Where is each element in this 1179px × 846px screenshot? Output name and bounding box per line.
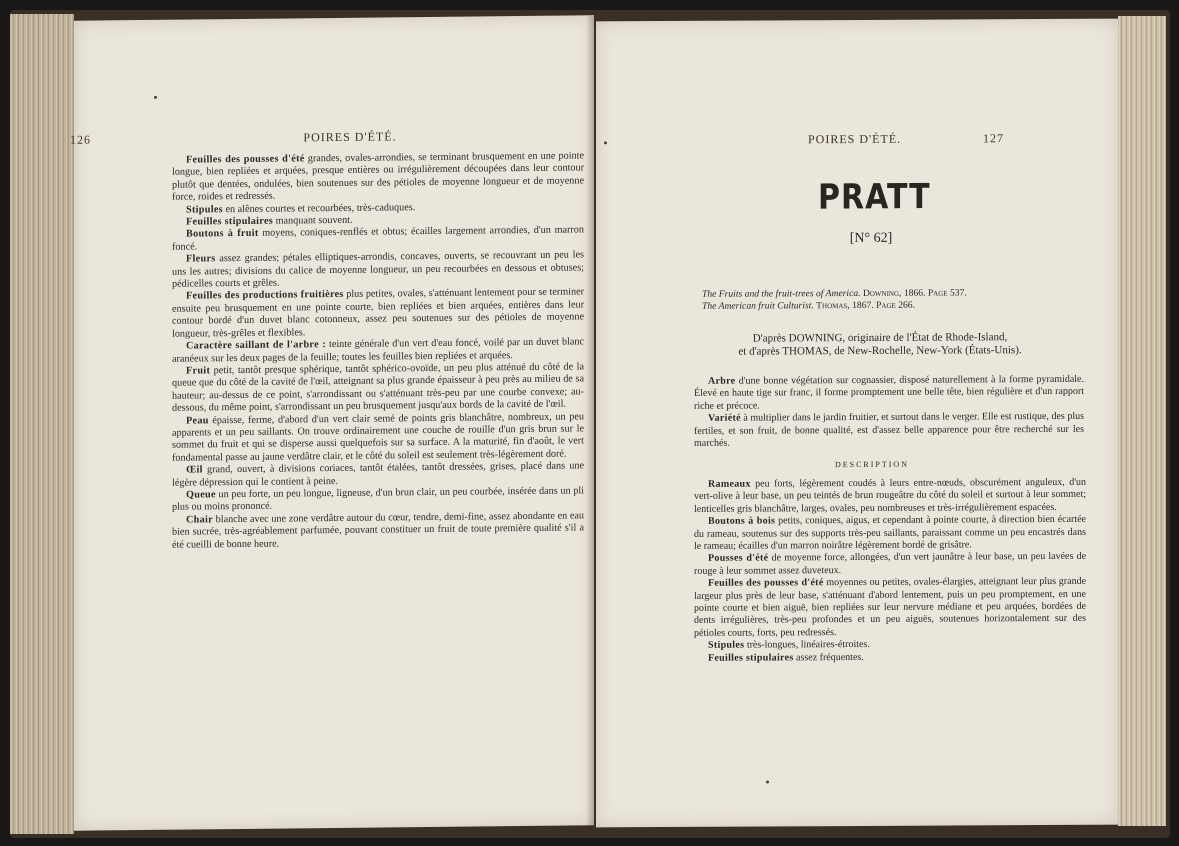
reference-work: The American fruit Culturist. xyxy=(702,300,817,312)
paragraph xyxy=(172,510,584,552)
origin-line-2: et d'après THOMAS, de New-Rochelle, New-York (États-Unis). xyxy=(738,344,1022,358)
paragraph-text: un peu forte, un peu longue, ligneuse, d'un brun clair, un peu courbée, insérée dans un pli plus ou moins prononcé. xyxy=(172,485,584,514)
reference-detail: 1867. Page 266. xyxy=(849,299,915,312)
description-text xyxy=(694,477,1086,665)
reference-author: Downing, xyxy=(862,287,902,299)
paragraph-text: à multiplier dans le jardin fruitier, et surtout dans le verger. Elle est rustique, des plus fertiles, et son fruit, de bonne qualité, est d'assez belle apparence pour être recherché sur les marchés. xyxy=(694,411,1084,449)
right-page xyxy=(596,19,1118,828)
paragraph xyxy=(694,374,1084,413)
paragraph-lead: Boutons à bois xyxy=(708,515,776,527)
left-page xyxy=(70,15,594,830)
paragraph-lead: Variété xyxy=(708,412,741,424)
plate-number: [N° 62] xyxy=(849,230,893,247)
reference-detail: 1866. Page 537. xyxy=(901,287,967,299)
paragraph-lead: Chair xyxy=(186,514,213,526)
paragraph-text: grand, ouvert, à divisions coriaces, tantôt étalées, tantôt dressées, grises, placé dans une légère dépression qui le contient à peine. xyxy=(172,460,584,489)
paragraph xyxy=(694,576,1086,640)
left-page-edges xyxy=(10,14,74,834)
paragraph-lead: Boutons à fruit xyxy=(186,228,259,240)
origin-line-1: D'après DOWNING, originaire de l'État de Rhode-Island, xyxy=(752,331,1008,345)
paragraph-lead: Stipules xyxy=(708,639,745,652)
paragraph-lead: Arbre xyxy=(708,375,736,387)
paragraph-text: épaisse, ferme, d'abord d'un vert clair semé de points gris blanchâtre, nombreux, un peu apparents et un peu saillants. On trouve ordinairement une couche de rouille d'un gris brun sur le sommet du fruit et qui se disperse aussi quelquefois sur sa surface. A la maturité, fin d'août, le vert fondamental passe au jaune verdâtre clair, et le côté du soleil est seulement très-légèrement doré. xyxy=(172,410,584,464)
paragraph xyxy=(694,650,1086,664)
reference-work: The Fruits and the fruit-trees of America. xyxy=(702,287,863,300)
paragraph xyxy=(694,551,1086,578)
origin-statement xyxy=(720,331,1040,359)
left-running-title: POIRES D'ÉTÉ. xyxy=(303,129,397,145)
paragraph-text: très-longues, linéaires-étroites. xyxy=(744,639,870,651)
paragraph xyxy=(694,514,1086,553)
paragraph-text: plus petites, ovales, s'atténuant lentement pour se terminer ensuite peu brusquement en une pointe courte, bien repliées et bien arquées, entières dans leur contour bordé d'un duvet blanc cotonneux, assez peu soutenues sur des pétioles de moyenne longueur, très-grêles et flexibles. xyxy=(172,286,584,340)
paragraph xyxy=(172,411,584,465)
paragraph-text: moyens, coniques-renflés et obtus; écailles largement arrondies, d'un marron foncé. xyxy=(172,224,584,253)
paragraph-text: moyennes ou petites, ovales-élargies, atteignant leur plus grande largeur plus près de leur base, s'atténuant d'abord lentement, puis un peu promptement, en une pointe courte et bien aiguë, bien repliées sur leur nervure médiane et peu arquées, bordées de dents irrégulières, très-peu profondes et un peu aiguës, soutenues horizontalement sur des pétioles courts, forts, peu redressés. xyxy=(694,576,1087,639)
margin-dot xyxy=(766,780,769,783)
paragraph-text: de moyenne force, allongées, d'un vert jaunâtre à leur base, un peu lavées de rouge à leur sommet assez duveteux. xyxy=(694,551,1087,577)
paragraph-text: petit, tantôt presque sphérique, tantôt sphérico-ovoïde, un peu plus atténué du côté de la queue que du côté de la cavité de l'œil, atteignant sa plus grande épaisseur à peu près au milieu de sa hauteur; au-dessus de ce point, s'arrondissant ou s'atténuant très-peu par une courbe convexe; au-dessous, du même point, s'arrondissant un peu brusquement jusqu'aux bords de la cavité de l'œil. xyxy=(172,361,584,414)
paragraph-lead: Pousses d'été xyxy=(708,552,769,565)
paragraph-lead: Caractère saillant de l'arbre : xyxy=(186,339,326,352)
paragraph xyxy=(694,477,1086,516)
paragraph-text: petits, coniques, aigus, et cependant à pointe courte, à direction bien écartée du rameau, soutenus sur des supports très-peu saillants, paraissant comme un peu encastrés dans le rameau; écailles d'un marron noirâtre légèrement bordé de grisâtre. xyxy=(694,514,1086,552)
paragraph-lead: Œil xyxy=(186,464,203,476)
paragraph xyxy=(172,361,584,415)
paragraph-text: en alênes courtes et recourbées, très-caduques. xyxy=(222,201,416,215)
paragraph xyxy=(694,411,1084,450)
paragraph-text: assez fréquentes. xyxy=(793,651,864,664)
right-page-number: 127 xyxy=(983,131,1004,146)
reference-author: Thomas, xyxy=(816,300,850,312)
paragraph xyxy=(172,150,584,204)
paragraph-lead: Feuilles des pousses d'été xyxy=(186,153,305,166)
paragraph xyxy=(172,250,584,292)
paragraph xyxy=(172,287,584,341)
paragraph-text: d'une bonne végétation sur cognassier, disposé naturellement à la forme pyramidale. Élevé en haute tige sur franc, il forme promptement une belle tête, bien régulière et d'un rapport riche et précoce. xyxy=(694,373,1084,412)
description-heading: DESCRIPTION xyxy=(834,459,909,470)
paragraph-lead: Stipules xyxy=(186,203,223,216)
right-running-head xyxy=(808,131,1008,147)
paragraph-lead: Feuilles des productions fruitières xyxy=(186,289,344,303)
variety-title: PRATT xyxy=(818,176,931,218)
paragraph-lead: Feuilles stipulaires xyxy=(186,215,274,228)
paragraph-lead: Rameaux xyxy=(708,478,751,490)
paragraph-lead: Peau xyxy=(186,414,209,427)
left-body-text xyxy=(172,150,584,551)
left-running-head xyxy=(70,128,530,147)
paragraph-lead: Queue xyxy=(186,489,216,501)
left-page-number: 126 xyxy=(70,132,91,147)
paragraph-text: grandes, ovales-arrondies, se terminant brusquement en une pointe longue, bien repliées et arquées, presque entières ou irrégulièrement découpées dans leur contour plutôt que dentées, ondulées, bien soutenues sur des pétioles de moyenne longueur et de moyenne force, roides et redressés. xyxy=(172,150,584,203)
right-running-title: POIRES D'ÉTÉ. xyxy=(808,131,902,147)
right-page-edges xyxy=(1118,16,1166,826)
paragraph-lead: Fleurs xyxy=(186,253,216,265)
paragraph-lead: Feuilles des pousses d'été xyxy=(708,577,824,590)
paragraph-text: assez grandes; pétales elliptiques-arrondis, concaves, ouverts, se recouvrant un peu les uns les autres; divisions du calice de moyenne longueur, un peu recourbées en dessous et obtuses; pédicelles courts et grêles. xyxy=(172,249,584,290)
intro-text xyxy=(694,374,1084,450)
margin-dot xyxy=(604,141,607,144)
reference-line xyxy=(702,299,1042,313)
paragraph-text: teinte générale d'un vert d'eau foncé, voilé par un duvet blanc aranéeux sur les deux pages de la feuille; toutes les feuilles bien repliées et arquées. xyxy=(172,336,585,365)
paragraph-lead: Feuilles stipulaires xyxy=(708,652,794,664)
paragraph-text: peu forts, légèrement coudés à leurs entre-nœuds, obscurément anguleux, d'un vert-olive à leur base, un peu teintés de brun rougeâtre du côté du soleil et surtout à leur sommet; lenticelles gris blanchâtre, larges, ovales, peu nombreuses et très-irrégulièrement espacées. xyxy=(694,476,1086,515)
paragraph-text: blanche avec une zone verdâtre autour du cœur, tendre, demi-fine, assez abondante en eau bien sucrée, très-agréablement parfumée, pouvant constituer un fruit de toute première qualité s'il a été cueilli de bonne heure. xyxy=(172,510,584,551)
paragraph-text: manquant souvent. xyxy=(273,214,353,227)
margin-dot xyxy=(154,96,157,99)
bibliographic-references xyxy=(702,287,1042,313)
paragraph-lead: Fruit xyxy=(186,365,211,377)
